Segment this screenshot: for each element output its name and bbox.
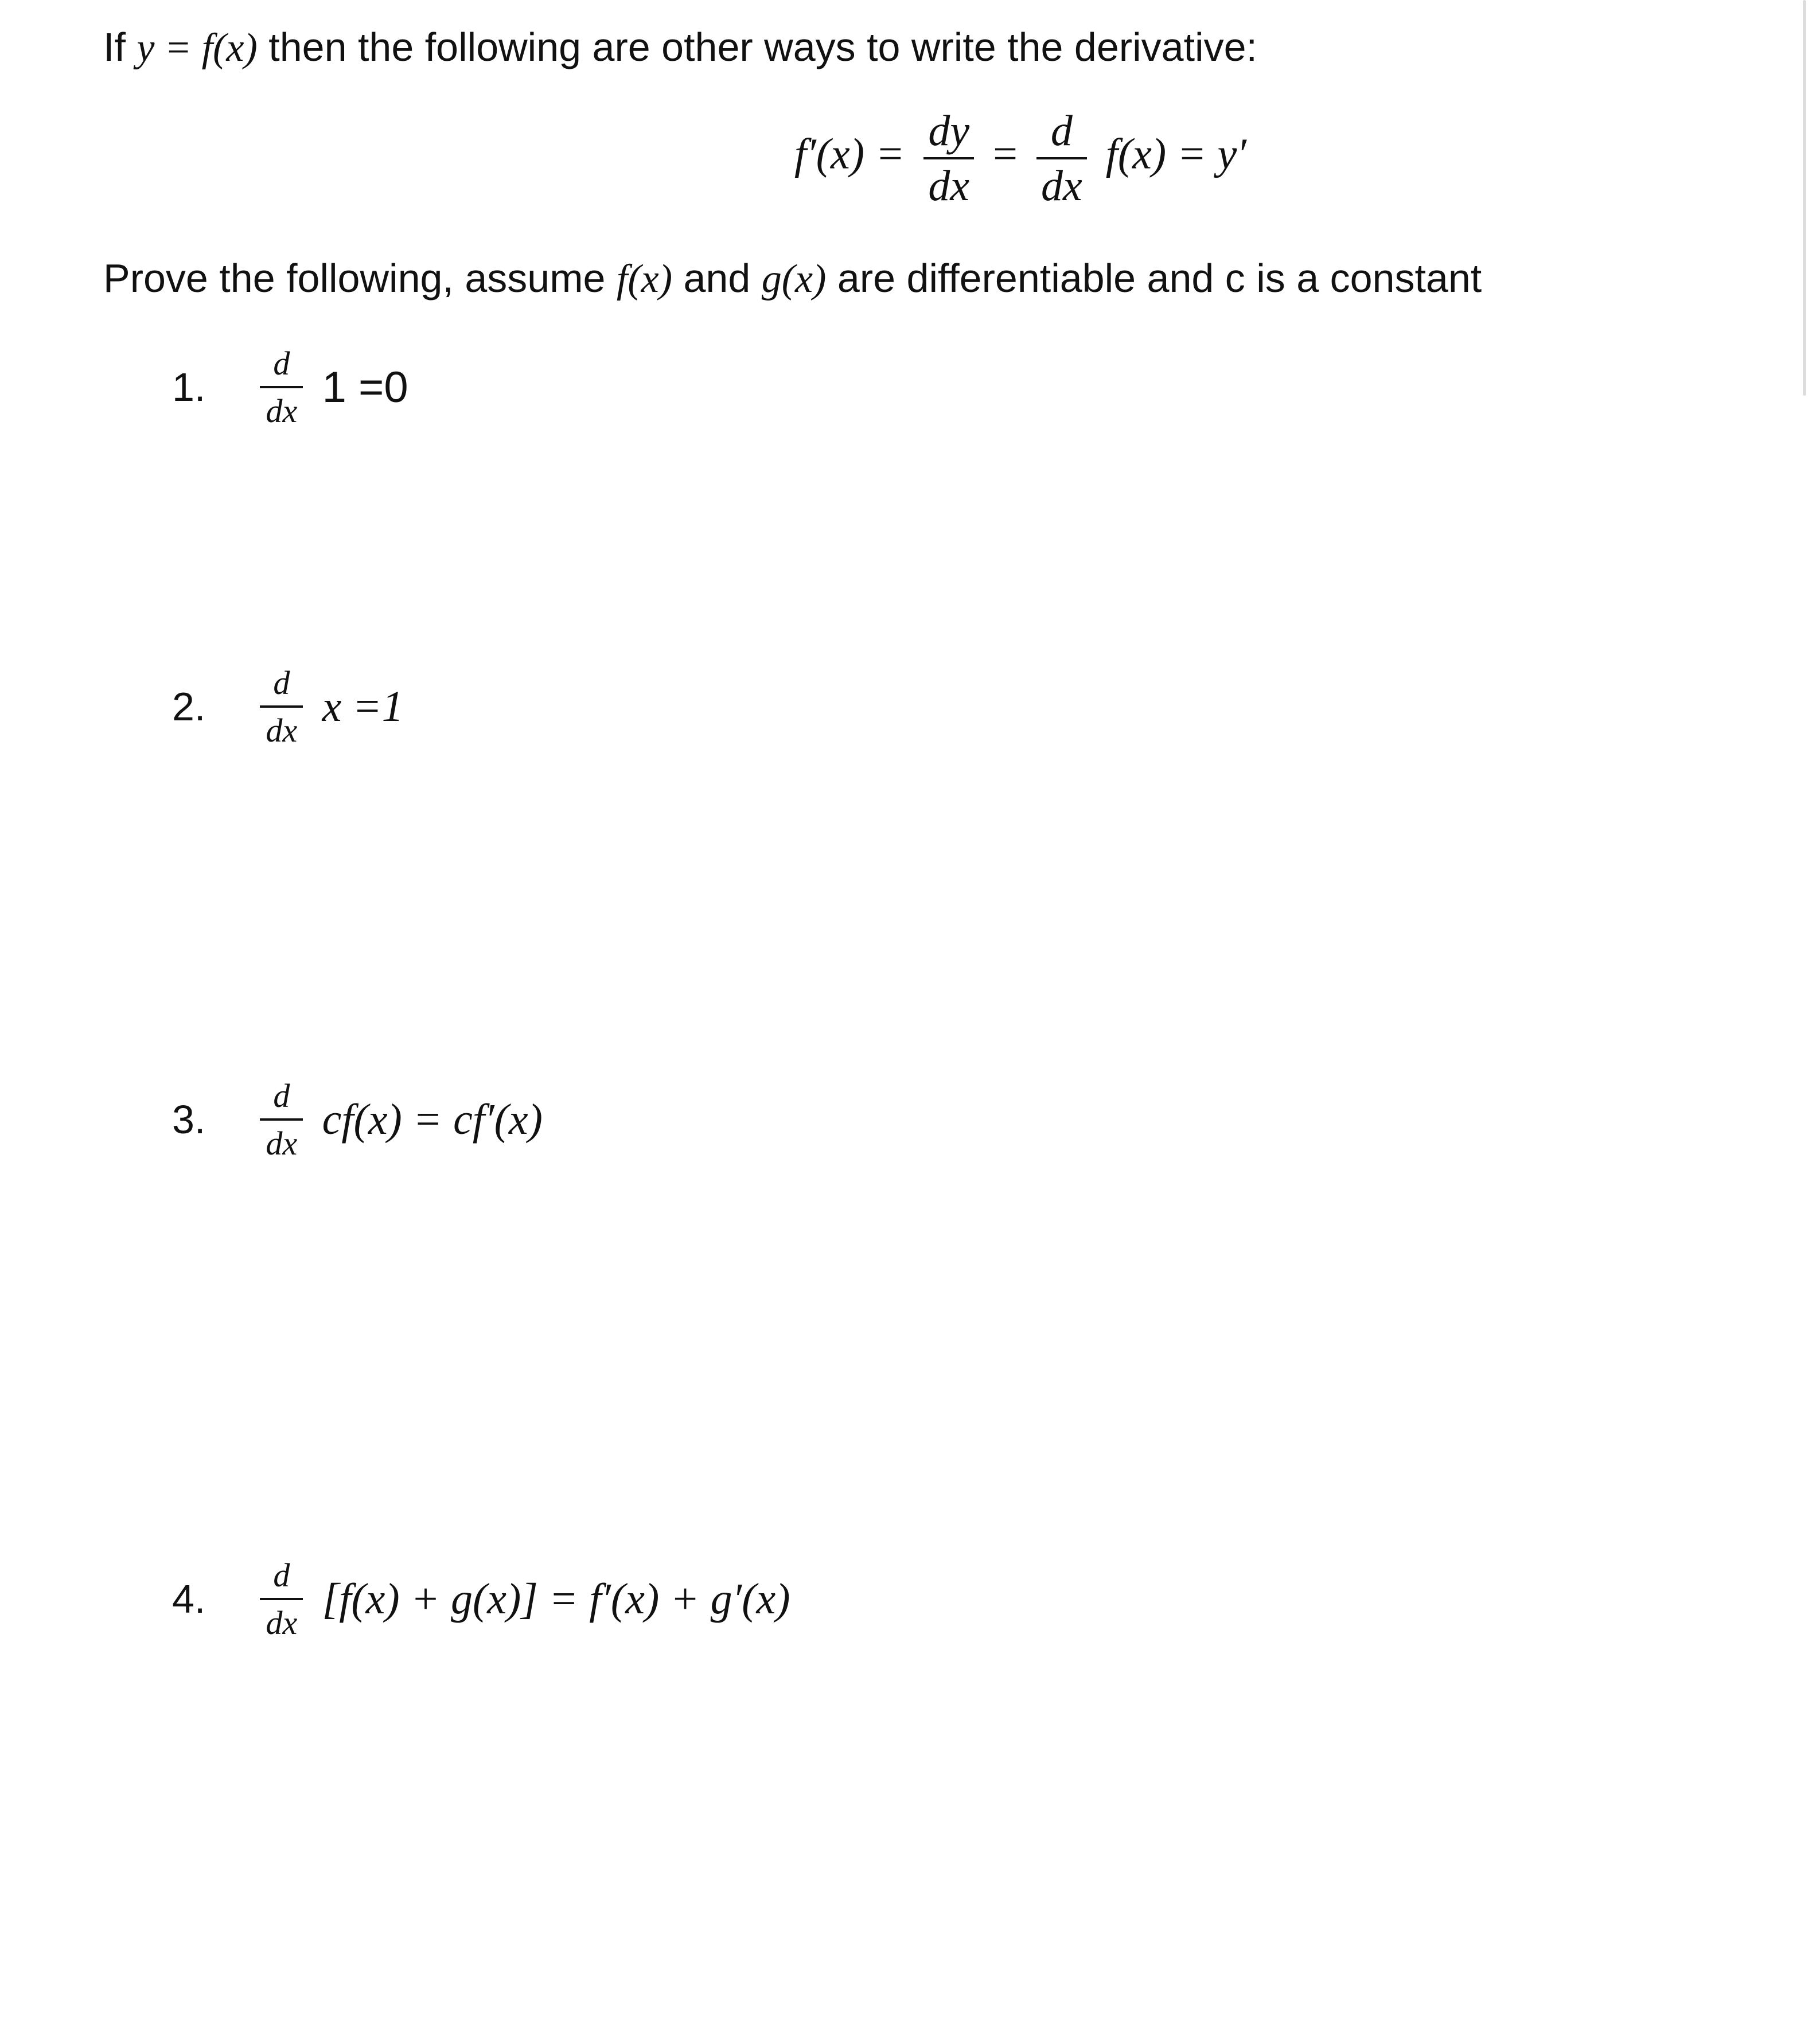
prove-g-of-x: g(x) [761, 257, 827, 301]
problem-2-expression: x =1 [322, 682, 404, 731]
problem-1-operator-numerator: d [260, 344, 303, 388]
prove-text-3: are differentiable and c is a constant [837, 256, 1482, 301]
definition-left: f′(x) = [794, 130, 905, 178]
prove-instruction [103, 255, 1482, 302]
intro-suffix: then the following are other ways to write the derivative: [268, 25, 1257, 69]
problem-3 [172, 1076, 543, 1163]
problem-3-expression: cf(x) = cf′(x) [322, 1095, 543, 1144]
problem-4-number: 4. [172, 1577, 206, 1621]
problem-2-operator-denominator: dx [266, 712, 298, 749]
problem-4-derivative-operator [260, 1556, 303, 1642]
prove-text-1: Prove the following, assume [103, 256, 606, 301]
definition-right: f(x) = y′ [1105, 130, 1246, 178]
problem-2-number: 2. [172, 684, 206, 729]
problem-1-derivative-operator [260, 344, 303, 430]
prove-text-2: and [683, 256, 751, 301]
page-scrollbar[interactable] [1803, 0, 1806, 396]
derivative-notation-equation [794, 109, 1246, 208]
problem-2-operator-numerator: d [260, 664, 303, 708]
problem-1-expression: 1 =0 [322, 362, 408, 412]
problem-4-expression: [f(x) + g(x)] = f′(x) + g′(x) [322, 1574, 790, 1623]
problem-4 [172, 1556, 790, 1642]
dy-dx-fraction [923, 109, 974, 208]
d-dx-numerator: d [1036, 109, 1087, 159]
problem-1-operator-denominator: dx [266, 392, 298, 430]
problem-4-operator-denominator: dx [266, 1604, 298, 1641]
dy-dx-numerator: dy [923, 109, 974, 159]
prove-f-of-x: f(x) [616, 257, 673, 301]
problem-2 [172, 664, 404, 750]
problem-4-operator-numerator: d [260, 1556, 303, 1600]
problem-1 [172, 344, 408, 430]
intro-equation: y = f(x) [137, 26, 258, 70]
intro-prefix: If [103, 25, 126, 69]
problem-2-derivative-operator [260, 664, 303, 750]
problem-3-operator-numerator: d [260, 1076, 303, 1121]
problem-3-derivative-operator [260, 1076, 303, 1163]
dy-dx-denominator: dx [928, 162, 970, 210]
intro-line [103, 24, 1257, 71]
problem-3-number: 3. [172, 1097, 206, 1142]
d-dx-fraction [1036, 109, 1087, 208]
definition-middle-equals: = [993, 130, 1018, 178]
problem-1-number: 1. [172, 365, 206, 409]
problem-3-operator-denominator: dx [266, 1125, 298, 1162]
d-dx-denominator: dx [1040, 162, 1082, 210]
